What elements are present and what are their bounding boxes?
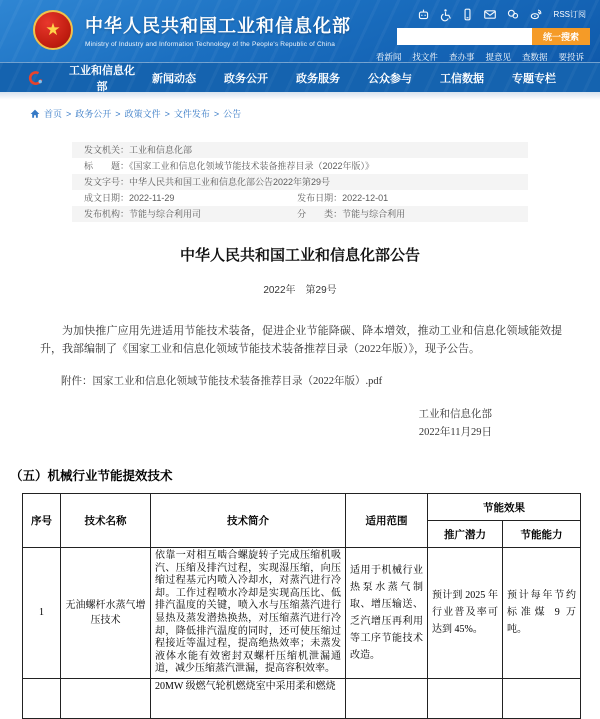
col-header-no: 序号 (23, 494, 61, 548)
meta-label: 分 类： (297, 209, 343, 219)
meta-row-doc-number (72, 174, 528, 190)
quick-link-data[interactable]: 查数据 (521, 52, 548, 62)
cell-tech-name (61, 678, 151, 718)
nav-item-news[interactable]: 新闻动态 (152, 72, 196, 85)
table-row (23, 548, 581, 679)
national-emblem-icon (33, 10, 73, 50)
meta-value: 节能与综合利用 (342, 209, 406, 219)
accessibility-icon[interactable] (439, 8, 452, 21)
site-brand[interactable] (33, 10, 351, 50)
site-subtitle: Ministry of Industry and Information Technology of the People's Republic of China (85, 41, 336, 48)
quick-link-news[interactable]: 看新闻 (375, 52, 402, 62)
meta-label: 发布机构： (84, 209, 130, 219)
meta-label: 发文字号： (84, 177, 130, 187)
miit-logo-icon (28, 70, 44, 86)
unified-search-button[interactable]: 统一搜索 (532, 28, 590, 45)
meta-value: 2022-12-01 (342, 193, 389, 203)
site-title: 中华人民共和国工业和信息化部 (85, 16, 351, 36)
meta-label: 发文机关： (84, 145, 130, 155)
section-heading: （五）机械行业节能提效技术 (10, 469, 173, 483)
meta-label: 发布日期： (297, 193, 343, 203)
rss-subscribe-link[interactable]: RSS订阅 (553, 9, 586, 19)
cell-no (23, 678, 61, 718)
meta-value: 《国家工业和信息化领域节能技术装备推荐目录（2022年版）》 (129, 161, 375, 171)
cell-capability: 预计每年节约标准煤 9 万吨。 (503, 548, 581, 679)
cell-tech-name: 无油螺杆水蒸气增压技术 (61, 548, 151, 679)
announcement-issue-number: 2022年 第29号 (263, 285, 337, 296)
table-row (23, 678, 581, 718)
mail-icon[interactable] (483, 8, 497, 21)
mobile-icon[interactable] (461, 8, 474, 21)
cell-tech-intro: 20MW 级燃气轮机燃烧室中采用柔和燃烧 (151, 678, 346, 718)
cell-scope (346, 678, 428, 718)
meta-row-issuing-agency (72, 142, 528, 158)
meta-row-title (72, 158, 528, 174)
breadcrumb-policy-docs[interactable]: 政策文件 (124, 109, 161, 119)
col-header-effect: 节能效果 (428, 494, 581, 521)
quick-link-complaints[interactable]: 要投诉 (558, 52, 584, 62)
col-header-tech-name: 技术名称 (61, 494, 151, 548)
nav-item-gov-affairs[interactable]: 政务公开 (224, 72, 268, 85)
breadcrumb-separator: > (164, 108, 170, 119)
breadcrumb-announcement[interactable]: 公告 (223, 109, 242, 119)
meta-value: 2022-11-29 (129, 193, 175, 203)
sign-date: 2022年11月29日 (418, 427, 492, 438)
site-header (0, 0, 600, 62)
breadcrumb-separator: > (115, 108, 121, 119)
quick-links (376, 51, 584, 63)
cell-scope: 适用于机械行业热泵水蒸气制取、增压输送、乏汽增压再利用等工序节能技术改造。 (346, 548, 428, 679)
signer-name: 工业和信息化部 (418, 409, 492, 420)
cell-capability (503, 678, 581, 718)
wechat-icon[interactable] (506, 8, 520, 21)
cell-potential (428, 678, 503, 718)
announcement-title: 中华人民共和国工业和信息化部公告 (179, 247, 420, 264)
breadcrumb (30, 107, 600, 120)
nav-item-gov-services[interactable]: 政务服务 (296, 72, 340, 85)
weibo-icon[interactable] (529, 8, 543, 21)
brand-text (85, 12, 351, 48)
document-content (0, 142, 600, 719)
announcement-paragraph: 为加快推广应用先进适用节能技术装备，促进企业节能降碳、降本增效，推动工业和信息化领域能效提升，我部编制了《国家工业和信息化领域节能技术装备推荐目录（2022年版）》，现予公告。 (40, 325, 562, 355)
nav-item-industry-data[interactable]: 工信数据 (440, 72, 484, 85)
breadcrumb-gov-affairs[interactable]: 政务公开 (75, 109, 112, 119)
meta-row-dates (72, 190, 528, 206)
breadcrumb-separator: > (66, 108, 72, 119)
meta-value: 工业和信息化部 (129, 145, 193, 155)
meta-value: 节能与综合利用司 (129, 209, 202, 219)
nav-item-special-topics[interactable]: 专题专栏 (512, 72, 556, 85)
document-meta (72, 142, 528, 222)
header-icon-row (417, 6, 586, 22)
signature-block (22, 406, 492, 442)
col-header-capability: 节能能力 (503, 521, 581, 548)
unified-search-input[interactable] (397, 28, 532, 45)
meta-label: 标 题： (84, 161, 130, 171)
table-header-row-1 (23, 494, 581, 521)
cell-no: 1 (23, 548, 61, 679)
quick-link-services[interactable]: 查办事 (448, 52, 475, 62)
main-nav (0, 62, 600, 92)
nav-item-public-participation[interactable]: 公众参与 (368, 72, 412, 85)
col-header-potential: 推广潜力 (428, 521, 503, 548)
meta-value: 中华人民共和国工业和信息化部公告2022年第29号 (129, 177, 331, 187)
quick-link-suggestions[interactable]: 提意见 (485, 52, 511, 62)
breadcrumb-separator: > (213, 108, 220, 119)
header-right (376, 6, 590, 63)
meta-row-publisher-category (72, 206, 528, 222)
search-bar (397, 28, 590, 45)
col-header-scope: 适用范围 (346, 494, 428, 548)
robot-icon[interactable] (417, 8, 430, 21)
attachment-link[interactable]: 附件：国家工业和信息化领域节能技术装备推荐目录（2022年版）.pdf (61, 376, 383, 387)
col-header-tech-intro: 技术简介 (151, 494, 346, 548)
meta-label: 成文日期： (84, 193, 130, 203)
quick-link-documents[interactable]: 找文件 (412, 52, 438, 62)
breadcrumb-doc-release[interactable]: 文件发布 (173, 109, 210, 119)
energy-saving-tech-table (22, 493, 581, 719)
cell-potential: 预计到 2025 年行业普及率可达到 45%。 (428, 548, 503, 679)
cell-tech-intro: 依靠一对相互啮合螺旋转子完成压缩机吸汽、压缩及排汽过程，实现湿压缩，向压缩过程基元内喷入冷却水，对蒸汽进行冷却。工作过程喷水冷却是实现高压比、低排汽温度的关键，喷入水与压缩蒸汽进行显热及蒸发潜热换热，对压缩蒸汽进行冷却，降低排汽温度的同时，还可使压缩过程接近等温过程，提高绝热效率；未蒸发液体水能有效密封双螺杆压缩机泄漏通道，减少压缩蒸汽泄漏，提高容积效率。 (151, 548, 346, 679)
nav-item-miit[interactable]: 工业和信息化部 (69, 64, 135, 93)
breadcrumb-home[interactable]: 首页 (44, 109, 63, 119)
home-icon (30, 109, 40, 119)
